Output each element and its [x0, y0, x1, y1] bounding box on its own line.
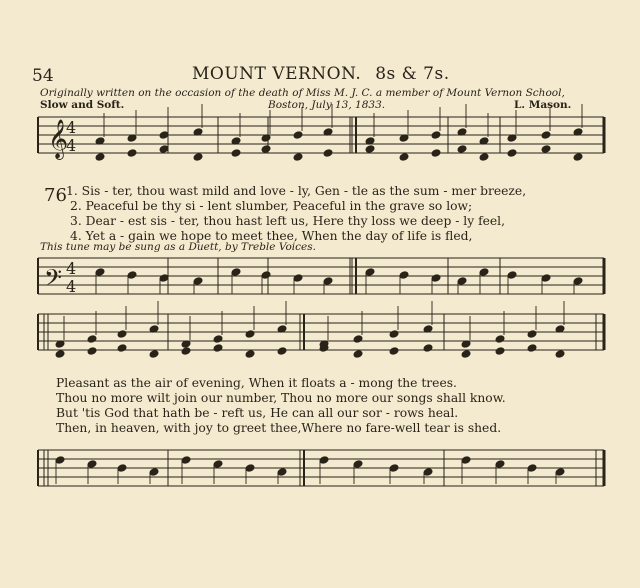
note-head	[389, 464, 399, 473]
note-head	[541, 274, 551, 283]
note-head	[87, 460, 97, 469]
note-head	[479, 268, 489, 277]
note-head	[293, 153, 303, 162]
note-head	[117, 330, 127, 339]
note-head	[245, 330, 255, 339]
note-head	[353, 335, 363, 344]
note-head	[541, 131, 551, 140]
verse2-line-2: Thou no more wilt join our number, Thou no more our songs shall know.	[56, 391, 506, 405]
note-head	[117, 344, 127, 353]
time-sig-top: 4	[66, 259, 77, 278]
bass-clef: 𝄢	[44, 264, 63, 297]
note-head	[193, 153, 203, 162]
note-head	[555, 468, 565, 477]
note-head	[495, 460, 505, 469]
note-head	[245, 350, 255, 359]
note-head	[261, 271, 271, 280]
note-head	[149, 350, 159, 359]
note-head	[573, 277, 583, 286]
note-head	[573, 153, 583, 162]
note-head	[127, 149, 137, 158]
tempo-marking: Slow and Soft.	[40, 99, 125, 111]
note-head	[389, 347, 399, 356]
note-head	[181, 347, 191, 356]
note-head	[555, 350, 565, 359]
note-head	[319, 456, 329, 465]
hymn-meter: 8s & 7s.	[375, 64, 450, 84]
note-head	[213, 460, 223, 469]
note-head	[365, 145, 375, 154]
note-head	[323, 149, 333, 158]
note-head	[213, 344, 223, 353]
verse-line-3: 3. Dear - est sis - ter, thou hast left us, Here thy loss we deep - ly feel,	[70, 214, 506, 228]
note-head	[277, 347, 287, 356]
note-head	[479, 153, 489, 162]
time-sig-top: 4	[66, 118, 77, 137]
verse2-line-4: Then, in heaven, with joy to greet thee,Where no fare-well tear is shed.	[56, 421, 502, 435]
treble-clef: 𝄞	[48, 119, 69, 159]
note-head	[213, 335, 223, 344]
note-head	[159, 145, 169, 154]
note-head	[231, 268, 241, 277]
verse-line-1: 1. Sis - ter, thou wast mild and love - ly, Gen - tle as the sum - mer breeze,	[66, 184, 527, 198]
note-head	[245, 464, 255, 473]
note-head	[95, 153, 105, 162]
note-head	[293, 274, 303, 283]
note-head	[353, 460, 363, 469]
note-head	[353, 350, 363, 359]
note-head	[261, 145, 271, 154]
note-head	[457, 145, 467, 154]
note-head	[399, 153, 409, 162]
note-head	[507, 149, 517, 158]
note-head	[365, 268, 375, 277]
note-head	[431, 149, 441, 158]
note-head	[495, 335, 505, 344]
note-head	[117, 464, 127, 473]
note-head	[95, 268, 105, 277]
note-head	[527, 464, 537, 473]
note-head	[457, 277, 467, 286]
note-head	[149, 468, 159, 477]
dedication-line: Originally written on the occasion of the death of Miss M. J. C. a member of Mount Vernon School,	[40, 87, 565, 99]
note-head	[87, 335, 97, 344]
note-head	[293, 131, 303, 140]
note-head	[127, 271, 137, 280]
note-head	[55, 350, 65, 359]
note-head	[527, 330, 537, 339]
time-sig-bottom: 4	[66, 136, 77, 155]
note-head	[323, 277, 333, 286]
note-head	[423, 344, 433, 353]
note-head	[431, 131, 441, 140]
note-head	[389, 330, 399, 339]
note-head	[495, 347, 505, 356]
note-head	[159, 274, 169, 283]
note-head	[461, 456, 471, 465]
verse-line-2: 2. Peaceful be thy si - lent slumber, Peaceful in the grave so low;	[70, 199, 473, 213]
verse2-line-3: But 'tis God that hath be - reft us, He can all our sor - rows heal.	[56, 406, 459, 420]
time-sig-bottom: 4	[66, 277, 77, 296]
note-head	[541, 145, 551, 154]
note-head	[181, 456, 191, 465]
note-head	[193, 277, 203, 286]
dateline: Boston, July 13, 1833.	[268, 99, 386, 111]
page-number: 54	[32, 66, 54, 86]
note-head	[507, 271, 517, 280]
note-head	[423, 468, 433, 477]
verse2-line-1: Pleasant as the air of evening, When it floats a - mong the trees.	[56, 376, 457, 390]
note-head	[399, 271, 409, 280]
note-head	[55, 456, 65, 465]
note-head	[527, 344, 537, 353]
note-head	[461, 350, 471, 359]
duet-note: This tune may be sung as a Duett, by Treble Voices.	[40, 241, 316, 253]
note-head	[159, 131, 169, 140]
note-head	[431, 274, 441, 283]
hymn-name: MOUNT VERNON.	[192, 64, 362, 84]
hymn-number: 76	[44, 185, 67, 206]
note-head	[87, 347, 97, 356]
note-head	[231, 149, 241, 158]
verse-line-4: 4. Yet a - gain we hope to meet thee, When the day of life is fled,	[70, 229, 473, 243]
composer: L. Mason.	[514, 99, 572, 111]
note-head	[277, 468, 287, 477]
